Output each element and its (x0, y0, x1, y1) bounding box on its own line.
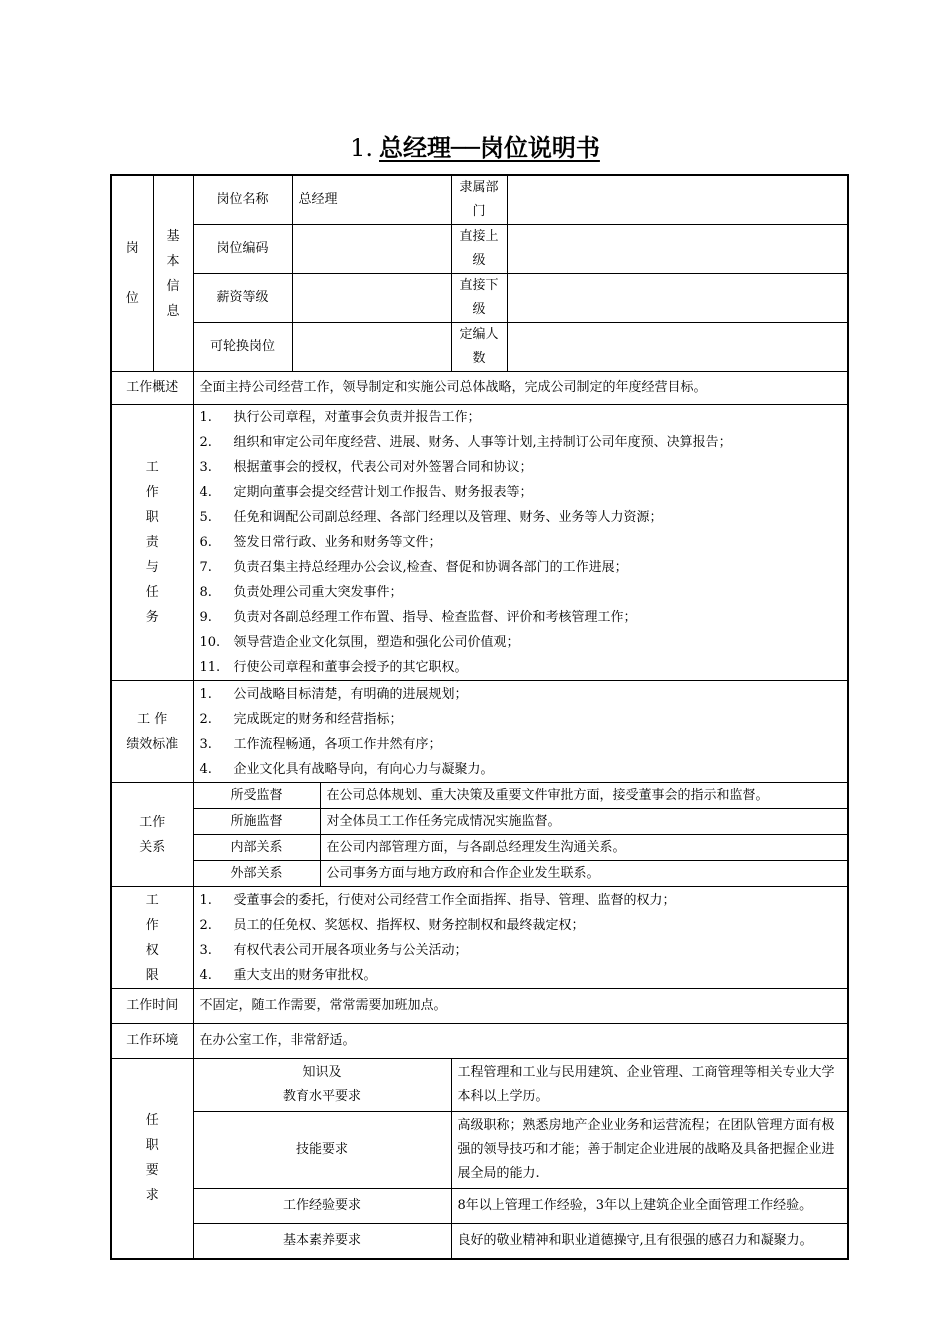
list-item: 2. 组织和审定公司年度经营、进展、财务、人事等计划,主持制订公司年度预、决算报告； (199, 435, 732, 450)
list-item: 2. 完成既定的财务和经营指标； (199, 711, 403, 727)
work-env-label: 工作环境 (111, 1024, 193, 1059)
work-env-row (111, 1024, 848, 1059)
authority-label: 工 作 权 限 (111, 887, 193, 989)
basic-group-label: 岗 位 (111, 175, 153, 372)
list-item: 9. 负责对各副总经理工作布置、指导、检查监督、评价和考核管理工作； (199, 610, 637, 625)
basic-label: 薪资等级 (193, 274, 292, 323)
list-item: 5. 任免和调配公司副总经理、各部门经理以及管理、财务、业务等人力资源； (199, 510, 663, 525)
basic-value (292, 225, 451, 274)
relation-key: 外部关系 (193, 861, 320, 887)
basic-value: 总经理 (292, 175, 451, 225)
list-item: 10. 领导营造企业文化氛围，塑造和强化公司价值观； (199, 635, 520, 650)
title-text: 总经理──岗位说明书 (379, 133, 600, 162)
performance-label: 工 作 绩效标准 (111, 681, 193, 783)
work-time-row (111, 989, 848, 1024)
relation-row (111, 809, 848, 835)
relation-row (111, 861, 848, 887)
duties-list (193, 405, 848, 681)
basic-value (292, 323, 451, 372)
list-item: 4. 企业文化具有战略导向，有向心力与凝聚力。 (199, 761, 494, 777)
basic-label: 直接下级 (451, 274, 507, 323)
basic-value (507, 274, 848, 323)
duties-label: 工 作 职 责 与 任 务 (111, 405, 193, 681)
requirement-value: 良好的敬业精神和职业道德操守,且有很强的感召力和凝聚力。 (451, 1224, 848, 1259)
basic-label: 可轮换岗位 (193, 323, 292, 372)
list-item: 2. 员工的任免权、奖惩权、指挥权、财务控制权和最终裁定权； (199, 917, 585, 933)
basic-value (507, 323, 848, 372)
relation-key: 所受监督 (193, 783, 320, 809)
page-title (0, 130, 950, 166)
requirement-key: 工作经验要求 (193, 1189, 451, 1224)
list-item: 1. 公司战略目标清楚，有明确的进展规划； (199, 686, 468, 702)
list-item: 1. 执行公司章程，对董事会负责并报告工作； (199, 410, 481, 425)
basic-label: 直接上级 (451, 225, 507, 274)
relations-label: 工作 关系 (111, 783, 193, 887)
job-description-table (110, 174, 849, 1260)
authority-row (111, 887, 848, 989)
list-item: 4. 定期向董事会提交经营计划工作报告、财务报表等； (199, 485, 533, 500)
relation-value: 在公司总体规划、重大决策及重要文件审批方面，接受董事会的指示和监督。 (320, 783, 848, 809)
list-item: 6. 签发日常行政、业务和财务等文件； (199, 535, 442, 550)
performance-list (193, 681, 848, 783)
basic-sub-label: 基 本 信 息 (153, 175, 193, 372)
basic-row (111, 225, 848, 274)
basic-value (292, 274, 451, 323)
basic-label: 岗位名称 (193, 175, 292, 225)
requirements-label: 任 职 要 求 (111, 1059, 193, 1259)
overview-row (111, 372, 848, 405)
list-item: 8. 负责处理公司重大突发事件； (199, 585, 403, 600)
relation-row (111, 783, 848, 809)
basic-row (111, 323, 848, 372)
overview-text: 全面主持公司经营工作，领导制定和实施公司总体战略，完成公司制定的年度经营目标。 (193, 372, 848, 405)
title-number: 1. (350, 134, 373, 162)
basic-label: 定编人数 (451, 323, 507, 372)
requirement-key: 基本素养要求 (193, 1224, 451, 1259)
list-item: 11. 行使公司章程和董事会授予的其它职权。 (199, 660, 468, 675)
list-item: 3. 根据董事会的授权，代表公司对外签署合同和协议； (199, 460, 533, 475)
relation-row (111, 835, 848, 861)
relation-value: 对全体员工工作任务完成情况实施监督。 (320, 809, 848, 835)
work-time-label: 工作时间 (111, 989, 193, 1024)
basic-row (111, 274, 848, 323)
list-item: 4. 重大支出的财务审批权。 (199, 967, 377, 983)
list-item: 3. 有权代表公司开展各项业务与公关活动； (199, 942, 468, 958)
relation-key: 所施监督 (193, 809, 320, 835)
work-time-text: 不固定，随工作需要，常常需要加班加点。 (193, 989, 848, 1024)
requirement-row (111, 1112, 848, 1189)
overview-label: 工作概述 (111, 372, 193, 405)
requirement-key: 知识及 教育水平要求 (193, 1059, 451, 1112)
requirement-row (111, 1059, 848, 1112)
basic-row (111, 175, 848, 225)
requirement-value: 高级职称；熟悉房地产企业业务和运营流程；在团队管理方面有极强的领导技巧和才能；善于制定企业进展的战略及具备把握企业进展全局的能力. (451, 1112, 848, 1189)
requirement-row (111, 1189, 848, 1224)
basic-label: 隶属部门 (451, 175, 507, 225)
work-env-text: 在办公室工作，非常舒适。 (193, 1024, 848, 1059)
relation-key: 内部关系 (193, 835, 320, 861)
performance-row (111, 681, 848, 783)
basic-value (507, 225, 848, 274)
requirement-value: 8年以上管理工作经验，3年以上建筑企业全面管理工作经验。 (451, 1189, 848, 1224)
relation-value: 公司事务方面与地方政府和合作企业发生联系。 (320, 861, 848, 887)
requirement-key: 技能要求 (193, 1112, 451, 1189)
relation-value: 在公司内部管理方面，与各副总经理发生沟通关系。 (320, 835, 848, 861)
requirement-row (111, 1224, 848, 1259)
list-item: 1. 受董事会的委托，行使对公司经营工作全面指挥、指导、管理、监督的权力； (199, 892, 676, 908)
authority-list (193, 887, 848, 989)
basic-label: 岗位编码 (193, 225, 292, 274)
list-item: 7. 负责召集主持总经理办公会议,检查、督促和协调各部门的工作进展； (199, 560, 628, 575)
duties-row (111, 405, 848, 681)
basic-value (507, 175, 848, 225)
requirement-value: 工程管理和工业与民用建筑、企业管理、工商管理等相关专业大学本科以上学历。 (451, 1059, 848, 1112)
list-item: 3. 工作流程畅通，各项工作井然有序； (199, 736, 442, 752)
